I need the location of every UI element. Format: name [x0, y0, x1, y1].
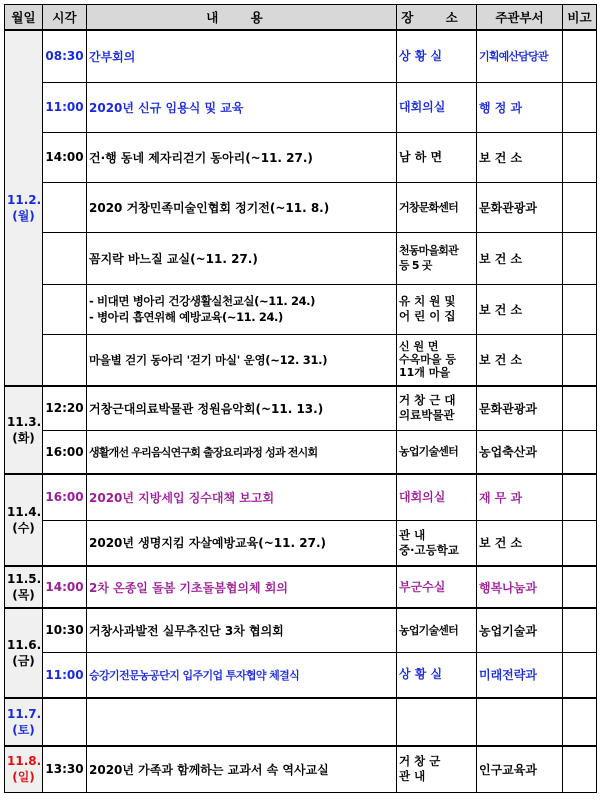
- time-cell: [43, 520, 87, 566]
- content-cell: 꼼지락 바느질 교실(~11. 27.): [87, 232, 397, 284]
- table-row: [5, 232, 597, 284]
- table-row: [5, 82, 597, 132]
- dept-cell: 문화관광과: [477, 182, 563, 232]
- table-row: [5, 474, 597, 520]
- date-cell: 11.7. (토): [5, 698, 43, 746]
- content-cell: 2020년 생명지킴 자살예방교육(~11. 27.): [87, 520, 397, 566]
- time-cell: [43, 698, 87, 746]
- header-row: [5, 5, 597, 31]
- header-content: 내 용: [87, 5, 397, 31]
- date-cell: 11.8. (일): [5, 746, 43, 792]
- time-cell: 13:30: [43, 746, 87, 792]
- place-cell: 농업기술센터: [397, 430, 477, 474]
- date-cell: 11.6. (금): [5, 608, 43, 698]
- dept-cell: [477, 698, 563, 746]
- time-cell: 12:20: [43, 386, 87, 430]
- table-row: [5, 520, 597, 566]
- content-cell: 마을별 걷기 동아리 '걷기 마실' 운영(~12. 31.): [87, 334, 397, 386]
- content-cell: 2020년 지방세입 징수대책 보고회: [87, 474, 397, 520]
- content-cell: 생활개선 우리음식연구회 출장요리과정 성과 전시회: [87, 430, 397, 474]
- place-cell: 거창문화센터: [397, 182, 477, 232]
- dept-cell: 미래전략과: [477, 652, 563, 698]
- content-cell: 2020 거창민족미술인협회 정기전(~11. 8.): [87, 182, 397, 232]
- note-cell: [563, 386, 597, 430]
- time-cell: 16:00: [43, 430, 87, 474]
- header-time: 시각: [43, 5, 87, 31]
- time-cell: 08:30: [43, 30, 87, 82]
- place-cell: 농업기술센터: [397, 608, 477, 652]
- note-cell: [563, 82, 597, 132]
- place-cell: 대회의실: [397, 82, 477, 132]
- place-cell: 관 내 중·고등학교: [397, 520, 477, 566]
- time-cell: 14:00: [43, 566, 87, 608]
- note-cell: [563, 698, 597, 746]
- dept-cell: 보 건 소: [477, 520, 563, 566]
- note-cell: [563, 746, 597, 792]
- dept-cell: 재 무 과: [477, 474, 563, 520]
- header-place: 장 소: [397, 5, 477, 31]
- time-cell: [43, 334, 87, 386]
- time-cell: 11:00: [43, 652, 87, 698]
- content-cell: - 비대면 병아리 건강생활실천교실(~11. 24.) - 병아리 흡연위해 예방교육(~11. 24.): [87, 284, 397, 334]
- dept-cell: 보 건 소: [477, 232, 563, 284]
- dept-cell: 농업축산과: [477, 430, 563, 474]
- content-cell: 간부회의: [87, 30, 397, 82]
- content-cell: 승강기전문농공단지 입주기업 투자협약 체결식: [87, 652, 397, 698]
- table-row: [5, 698, 597, 746]
- content-cell: 건·행 동네 제자리걷기 동아리(~11. 27.): [87, 132, 397, 182]
- content-cell: 거창근대의료박물관 정원음악회(~11. 13.): [87, 386, 397, 430]
- note-cell: [563, 430, 597, 474]
- dept-cell: 보 건 소: [477, 284, 563, 334]
- note-cell: [563, 566, 597, 608]
- header-note: 비고: [563, 5, 597, 31]
- date-cell: 11.4. (수): [5, 474, 43, 566]
- dept-cell: 농업기술과: [477, 608, 563, 652]
- time-cell: 14:00: [43, 132, 87, 182]
- time-cell: 11:00: [43, 82, 87, 132]
- place-cell: 신 원 면 수옥마을 등 11개 마을: [397, 334, 477, 386]
- place-cell: 상 황 실: [397, 30, 477, 82]
- place-cell: 남 하 면: [397, 132, 477, 182]
- dept-cell: 보 건 소: [477, 334, 563, 386]
- time-cell: 16:00: [43, 474, 87, 520]
- header-dept: 주관부서: [477, 5, 563, 31]
- dept-cell: 행 정 과: [477, 82, 563, 132]
- note-cell: [563, 284, 597, 334]
- place-cell: 대회의실: [397, 474, 477, 520]
- date-cell: 11.2. (월): [5, 30, 43, 386]
- time-cell: 10:30: [43, 608, 87, 652]
- time-cell: [43, 284, 87, 334]
- dept-cell: 문화관광과: [477, 386, 563, 430]
- table-row: [5, 652, 597, 698]
- note-cell: [563, 30, 597, 82]
- note-cell: [563, 232, 597, 284]
- table-row: [5, 334, 597, 386]
- dept-cell: 행복나눔과: [477, 566, 563, 608]
- table-row: [5, 284, 597, 334]
- note-cell: [563, 474, 597, 520]
- note-cell: [563, 652, 597, 698]
- table-row: [5, 746, 597, 792]
- place-cell: 부군수실: [397, 566, 477, 608]
- table-row: [5, 386, 597, 430]
- dept-cell: 기획예산담당관: [477, 30, 563, 82]
- table-row: [5, 30, 597, 82]
- place-cell: 유 치 원 및 어 린 이 집: [397, 284, 477, 334]
- schedule-table: [4, 4, 597, 793]
- table-row: [5, 182, 597, 232]
- place-cell: [397, 698, 477, 746]
- date-cell: 11.3. (화): [5, 386, 43, 474]
- date-cell: 11.5. (목): [5, 566, 43, 608]
- note-cell: [563, 520, 597, 566]
- dept-cell: 인구교육과: [477, 746, 563, 792]
- note-cell: [563, 334, 597, 386]
- note-cell: [563, 608, 597, 652]
- time-cell: [43, 232, 87, 284]
- place-cell: 거 창 근 대 의료박물관: [397, 386, 477, 430]
- table-row: [5, 608, 597, 652]
- place-cell: 천동마을회관 등 5 곳: [397, 232, 477, 284]
- table-row: [5, 132, 597, 182]
- header-date: 월일: [5, 5, 43, 31]
- place-cell: 거 창 군 관 내: [397, 746, 477, 792]
- content-cell: 2020년 신규 임용식 및 교육: [87, 82, 397, 132]
- table-row: [5, 566, 597, 608]
- content-cell: [87, 698, 397, 746]
- note-cell: [563, 132, 597, 182]
- content-cell: 2차 온종일 돌봄 기초돌봄협의체 회의: [87, 566, 397, 608]
- table-row: [5, 430, 597, 474]
- content-cell: 2020년 가족과 함께하는 교과서 속 역사교실: [87, 746, 397, 792]
- dept-cell: 보 건 소: [477, 132, 563, 182]
- time-cell: [43, 182, 87, 232]
- place-cell: 상 황 실: [397, 652, 477, 698]
- content-cell: 거창사과발전 실무추진단 3차 협의회: [87, 608, 397, 652]
- note-cell: [563, 182, 597, 232]
